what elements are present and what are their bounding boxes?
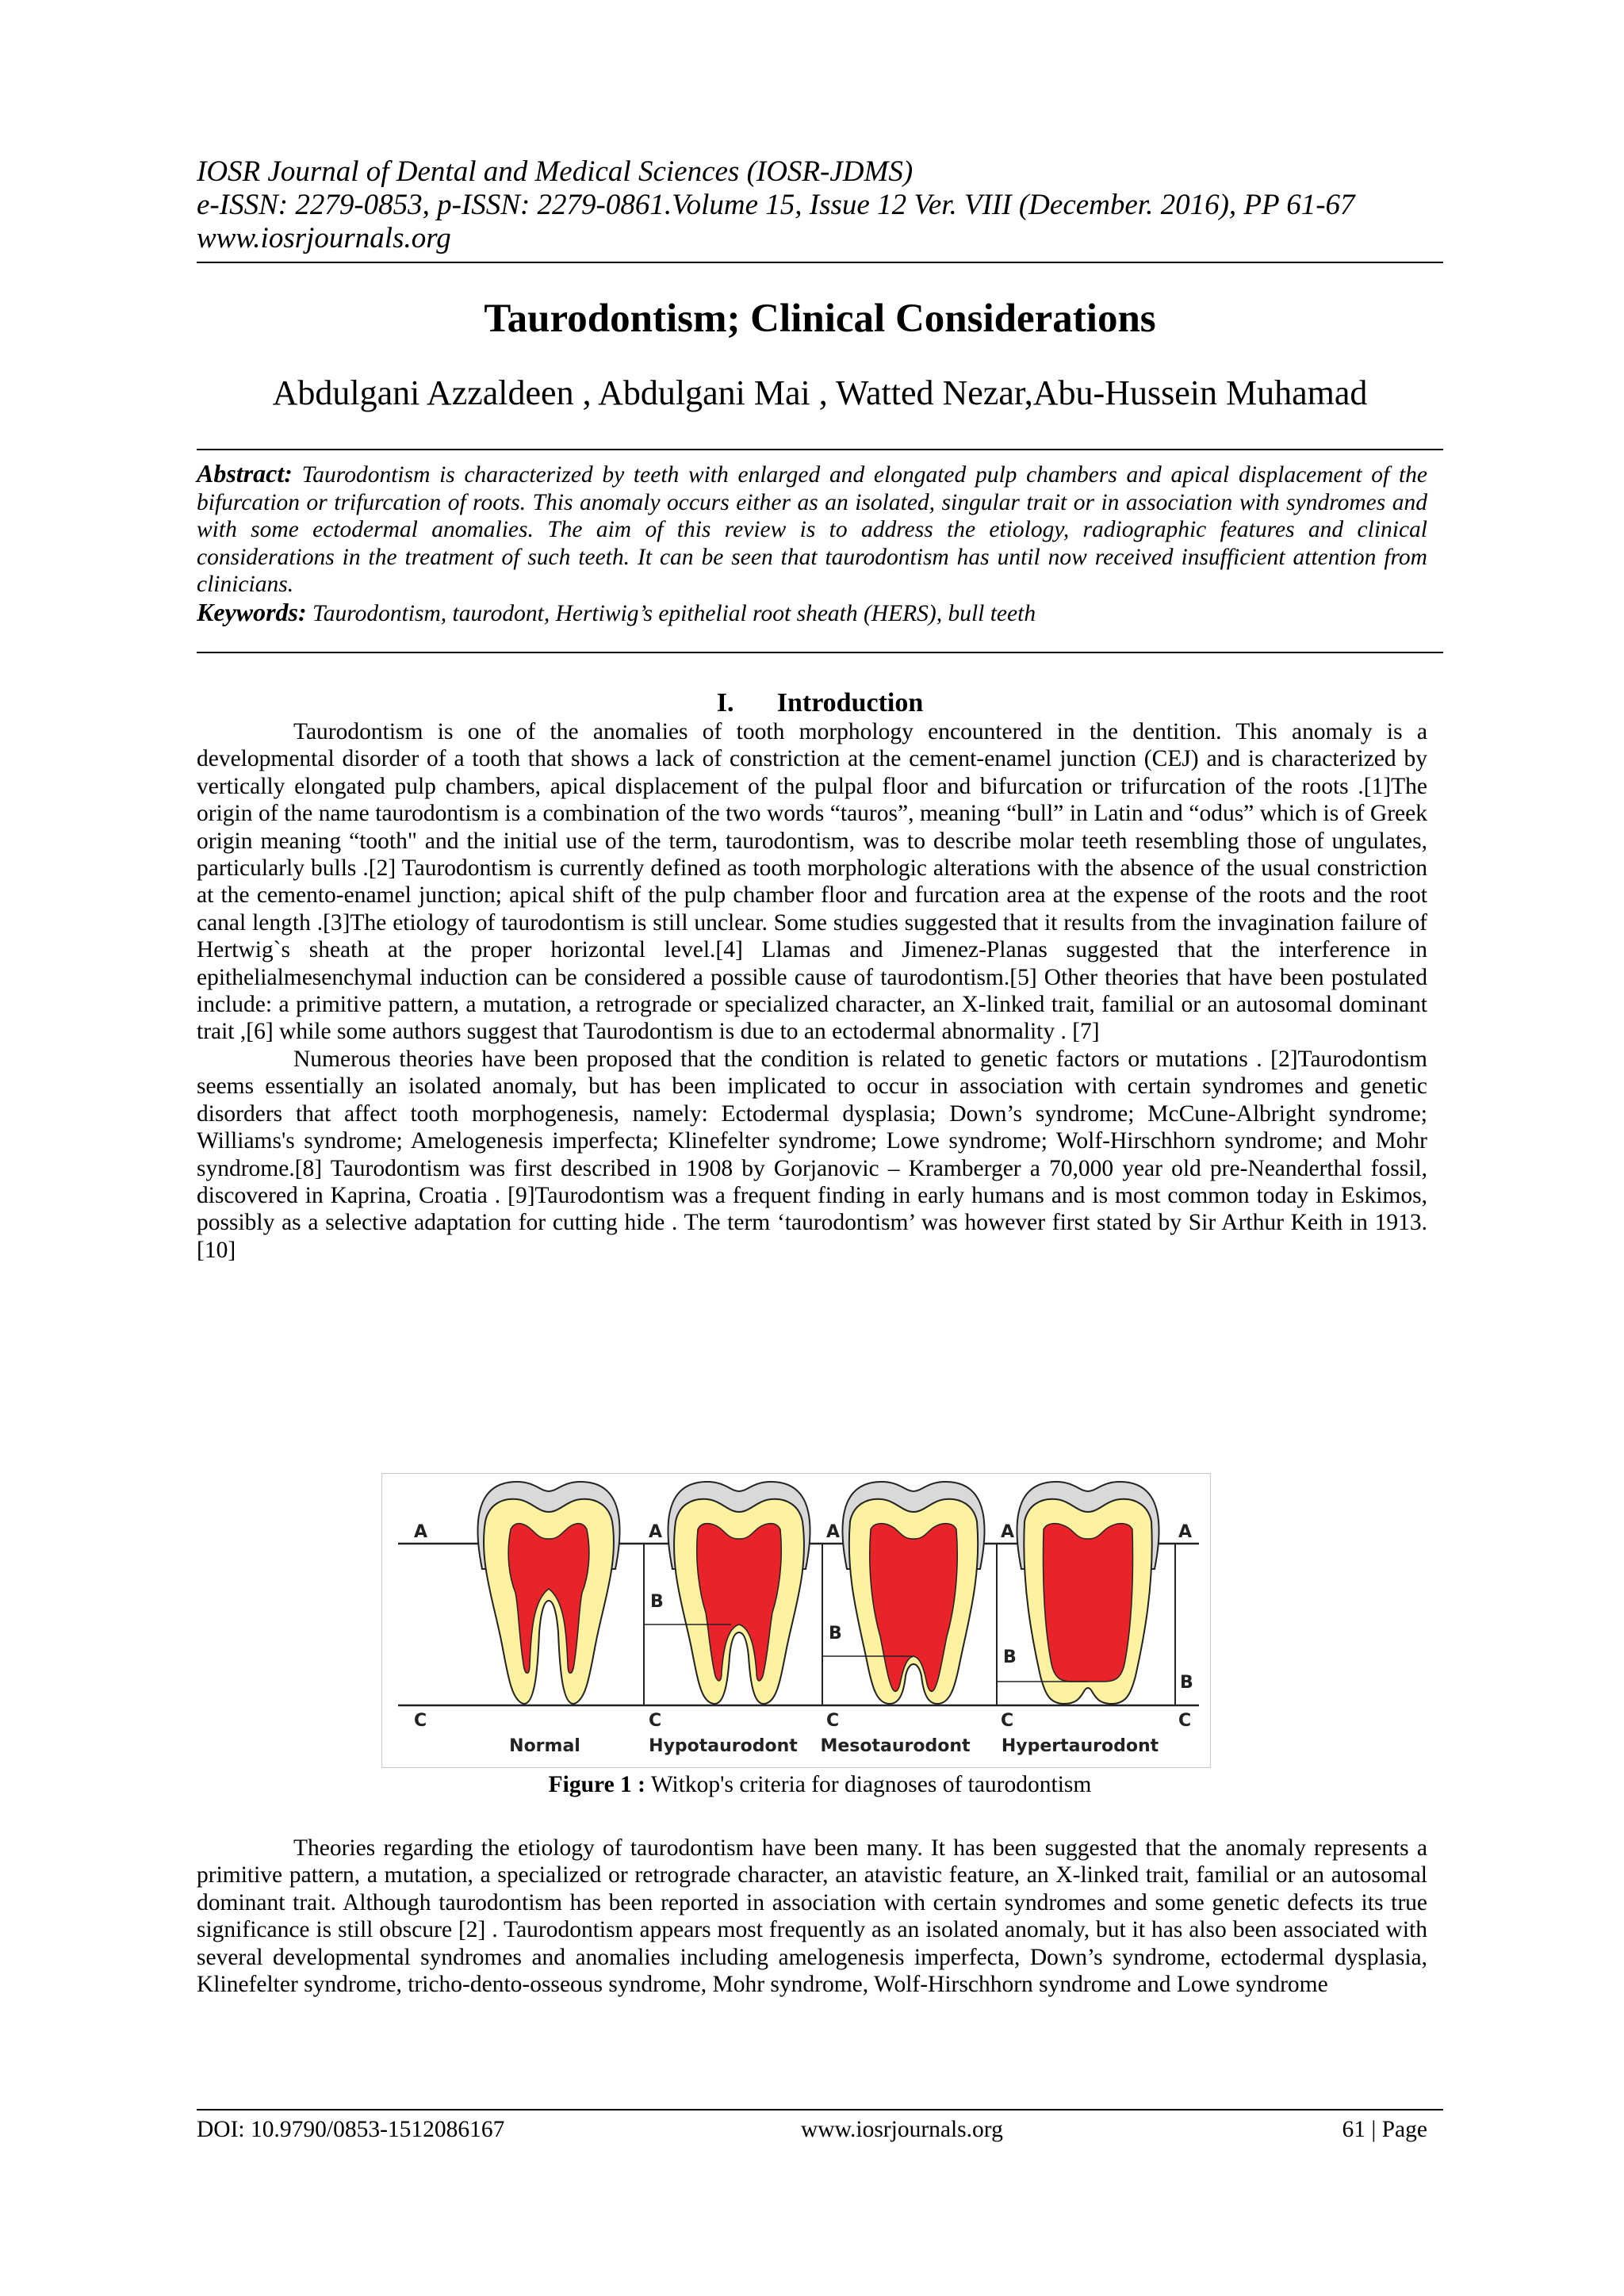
journal-header xyxy=(197,155,1442,255)
tooth-label-hypertaurodont: Hypertaurodont xyxy=(1001,1736,1159,1756)
label-a: A xyxy=(414,1522,428,1542)
label-b: B xyxy=(1180,1673,1193,1693)
abstract-bottom-rule xyxy=(197,652,1443,653)
figure-caption xyxy=(197,1770,1443,1799)
journal-issn: e-ISSN: 2279-0853, p-ISSN: 2279-0861.Volume 15, Issue 12 Ver. VIII (December. 2016), PP 61-67 xyxy=(197,189,1355,221)
label-c: C xyxy=(1178,1711,1192,1731)
label-a: A xyxy=(1001,1522,1015,1542)
tooth-label-hypotaurodont: Hypotaurodont xyxy=(649,1736,798,1756)
footer-page-number: 61 | Page xyxy=(1342,2117,1427,2142)
figure-caption-label: Figure 1 : xyxy=(548,1772,645,1797)
header-rule xyxy=(197,262,1443,263)
label-b: B xyxy=(829,1624,842,1644)
journal-website[interactable]: www.iosrjournals.org xyxy=(197,222,451,254)
abstract-label: Abstract: xyxy=(197,459,293,488)
footer-doi[interactable]: DOI: 10.9790/0853-1512086167 xyxy=(197,2117,505,2142)
body-text-upper xyxy=(197,718,1427,1264)
label-c: C xyxy=(414,1711,427,1731)
paper-authors: Abdulgani Azzaldeen , Abdulgani Mai , Watted Nezar,Abu-Hussein Muhamad xyxy=(272,373,1368,412)
tooth-normal xyxy=(477,1482,619,1704)
keywords-label: Keywords: xyxy=(197,597,307,626)
tooth-diagram xyxy=(382,1474,1210,1767)
pulp-chamber xyxy=(1043,1524,1132,1682)
paragraph: Taurodontism is one of the anomalies of tooth morphology encountered in the dentition. This anomaly is a developmental disorder of a tooth that shows a lack of constriction at the cement-enamel junction (CEJ) and is characterized by vertically elongated pulp chambers, apical displacement of the pulpal floor and bifurcation or trifurcation of the roots .[1]The origin of the name taurodontism is a combination of the two words “tauros”, meaning “bull” in Latin and “odus” which is of Greek origin meaning “tooth" and the initial use of the term, taurodontism, was to describe molar teeth resembling those of ungulates, particularly bulls .[2] Taurodontism is currently defined as tooth morphologic alterations with the absence of the usual constriction at the cemento-enamel junction; apical shift of the pulp chamber floor and furcation area at the expense of the roots and the root canal length .[3]The etiology of taurodontism is still unclear. Some studies suggested that it results from the invagination failure of Hertwig`s sheath at the proper horizontal level.[4] Llamas and Jimenez-Planas suggested that the interference in epithelialmesenchymal induction can be considered a possible cause of taurodontism.[5] Other theories that have been postulated include: a primitive pattern, a mutation, a retrograde or specialized character, an X-linked trait, familial or an autosomal dominant trait ,[6] while some authors suggest that Taurodontism is due to an ectodermal abnormality . [7] xyxy=(197,719,1427,1045)
footer-website[interactable]: www.iosrjournals.org xyxy=(801,2117,1003,2142)
section-title: Introduction xyxy=(776,688,924,718)
label-b: B xyxy=(1003,1647,1017,1667)
tooth-hypertaurodont xyxy=(1017,1482,1159,1704)
abstract-top-rule xyxy=(197,449,1443,450)
paper-title: Taurodontism; Clinical Considerations xyxy=(484,297,1156,341)
section-heading xyxy=(197,687,1443,719)
abstract-text: Taurodontism is characterized by teeth with enlarged and elongated pulp chambers and apical displacement of the bifurcation or trifurcation of roots. This anomaly occurs either as an isolated, singular trait or in association with syndromes and with some ectodermal anomalies. The aim of this review is to address the etiology, radiographic features and clinical considerations in the treatment of such teeth. It can be seen that taurodontism has until now received insufficient attention from clinicians. xyxy=(197,462,1427,597)
tooth-label-mesotaurodont: Mesotaurodont xyxy=(820,1736,971,1756)
dentin-body xyxy=(484,1499,614,1704)
label-c: C xyxy=(649,1711,662,1731)
figure-caption-text: Witkop's criteria for diagnoses of taurodontism xyxy=(645,1772,1092,1797)
label-b: B xyxy=(650,1592,664,1612)
body-text-lower xyxy=(197,1835,1427,1998)
figure-witkop-criteria xyxy=(381,1473,1211,1768)
keywords-text: Taurodontism, taurodont, Hertiwig’s epithelial root sheath (HERS), bull teeth xyxy=(312,600,1036,626)
paragraph: Theories regarding the etiology of taurodontism have been many. It has been suggested that the anomaly represents a primitive pattern, a mutation, a specialized or retrograde character, an atavistic feature, an X-linked trait, familial or an autosomal dominant trait. Although taurodontism has been reported in association with certain syndromes and some genetic defects its true significance is still obscure [2] . Taurodontism appears most frequently as an isolated anomaly, but it has also been associated with several developmental syndromes and anomalies including amelogenesis imperfecta, Down’s syndrome, ectodermal dysplasia, Klinefelter syndrome, tricho-dento-osseous syndrome, Mohr syndrome, Wolf-Hirschhorn syndrome and Lowe syndrome xyxy=(197,1835,1427,1998)
label-c: C xyxy=(1001,1711,1014,1731)
label-a: A xyxy=(1178,1522,1193,1542)
paragraph: Numerous theories have been proposed that the condition is related to genetic factors or mutations . [2]Taurodontism seems essentially an isolated anomaly, but has been implicated to occur in association with certain syndromes and genetic disorders that affect tooth morphogenesis, namely: Ectodermal dysplasia; Down’s syndrome; McCune-Albright syndrome; Williams's syndrome; Amelogenesis imperfecta; Klinefelter syndrome; Lowe syndrome; Wolf-Hirschhorn syndrome; and Mohr syndrome.[8] Taurodontism was first described in 1908 by Gorjanovic – Kramberger a 70,000 year old pre-Neanderthal fossil, discovered in Kaprina, Croatia . [9]Taurodontism was a frequent finding in early humans and is most common today in Eskimos, possibly as a selective adaptation for cutting hide . The term ‘taurodontism’ was however first stated by Sir Arthur Keith in 1913.[10] xyxy=(197,1046,1427,1263)
label-c: C xyxy=(826,1711,840,1731)
label-a: A xyxy=(649,1522,663,1542)
section-number: I. xyxy=(716,688,734,718)
abstract-block xyxy=(197,460,1427,627)
label-a: A xyxy=(826,1522,841,1542)
tooth-hypotaurodont xyxy=(668,1482,810,1704)
footer-rule xyxy=(197,2109,1443,2110)
journal-name: IOSR Journal of Dental and Medical Sciences (IOSR-JDMS) xyxy=(197,155,914,188)
tooth-mesotaurodont xyxy=(842,1482,984,1704)
tooth-label-normal: Normal xyxy=(509,1736,580,1756)
